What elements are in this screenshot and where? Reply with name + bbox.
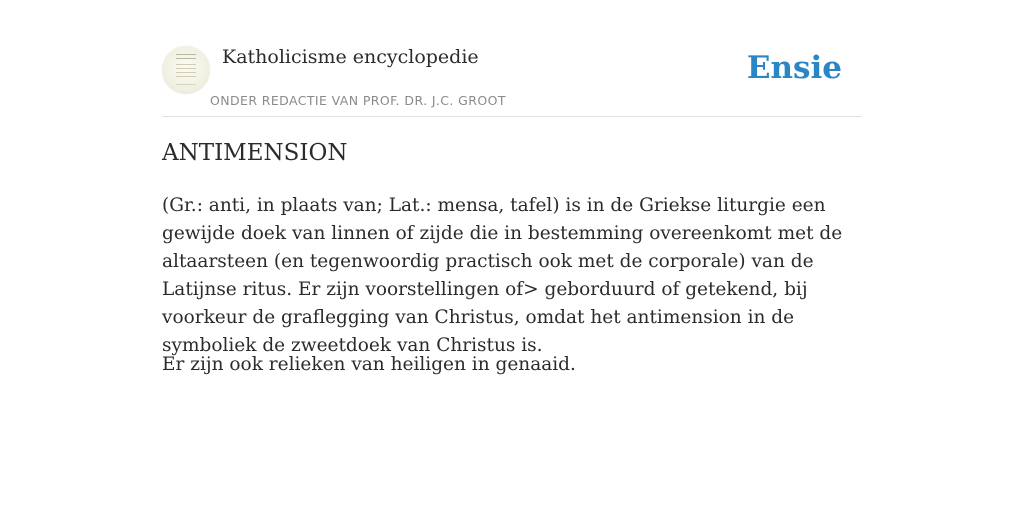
book-cover-thumbnail[interactable] (162, 46, 210, 94)
entry-paragraph: Er zijn ook relieken van heiligen in genaaid. (162, 354, 576, 375)
entry-title: ANTIMENSION (162, 140, 348, 166)
editor-credit: ONDER REDACTIE VAN PROF. DR. J.C. GROOT (210, 93, 506, 108)
book-title-link[interactable]: Katholicisme encyclopedie (222, 46, 479, 68)
page-container (162, 0, 862, 375)
entry-paragraph: (Gr.: anti, in plaats van; Lat.: mensa, tafel) is in de Griekse liturgie een gewijde doek van linnen of zijde die in bestemming overeenkomt met de altaarsteen (en tegenwoordig practisch ook met de corporale) van de Latijnse ritus. Er zijn voorstellingen of> geborduurd of getekend, bij voorkeur de graflegging van Christus, omdat het antimension in de symboliek de zweetdoek van Christus is. (162, 195, 843, 356)
header (162, 0, 862, 117)
brand-logo-link[interactable]: Ensie (746, 50, 842, 86)
